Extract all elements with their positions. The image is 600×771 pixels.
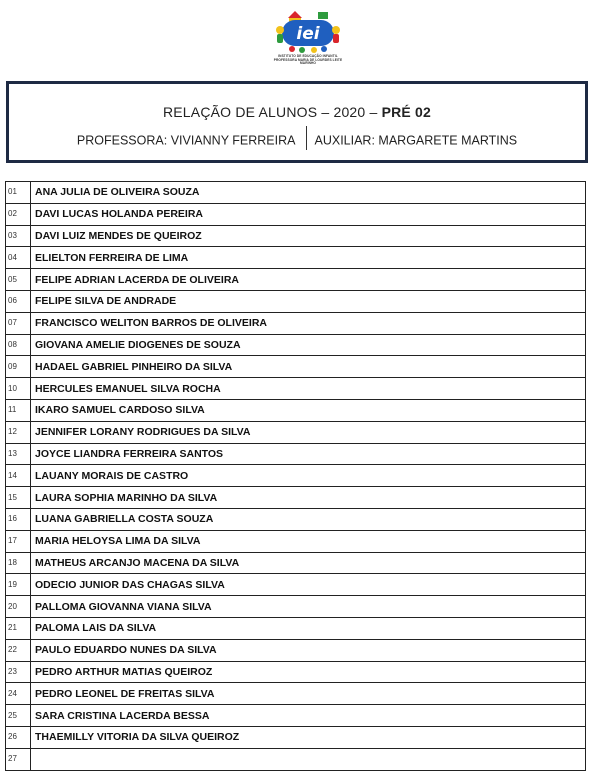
- student-number: 15: [6, 487, 31, 509]
- student-number: 02: [6, 203, 31, 225]
- assistant-label: AUXILIAR:: [314, 133, 379, 148]
- student-name: MARIA HELOYSA LIMA DA SILVA: [31, 530, 586, 552]
- table-row: [6, 399, 586, 421]
- table-row: [6, 182, 586, 204]
- student-name: LAURA SOPHIA MARINHO DA SILVA: [31, 487, 586, 509]
- student-name: HERCULES EMANUEL SILVA ROCHA: [31, 378, 586, 400]
- table-row: [6, 661, 586, 683]
- student-number: 27: [6, 748, 31, 770]
- school-logo: [268, 4, 348, 70]
- staff-divider: [306, 126, 307, 150]
- student-number: 19: [6, 574, 31, 596]
- table-row: [6, 487, 586, 509]
- student-name: THAEMILLY VITORIA DA SILVA QUEIROZ: [31, 726, 586, 748]
- table-row: [6, 530, 586, 552]
- student-number: 23: [6, 661, 31, 683]
- student-name: PEDRO LEONEL DE FREITAS SILVA: [31, 683, 586, 705]
- student-number: 03: [6, 225, 31, 247]
- logo-child-icon: [311, 47, 317, 53]
- student-number: 18: [6, 552, 31, 574]
- student-number: 21: [6, 617, 31, 639]
- table-row: [6, 726, 586, 748]
- header-box: [6, 81, 588, 163]
- table-row: [6, 596, 586, 618]
- logo-text: iei: [296, 24, 320, 44]
- logo-child-icon: [289, 46, 295, 52]
- student-number: 11: [6, 399, 31, 421]
- logo-child-icon: [299, 47, 305, 53]
- student-name: LAUANY MORAIS DE CASTRO: [31, 465, 586, 487]
- table-row: [6, 421, 586, 443]
- student-name: PAULO EDUARDO NUNES DA SILVA: [31, 639, 586, 661]
- student-number: 07: [6, 312, 31, 334]
- student-name: ANA JULIA DE OLIVEIRA SOUZA: [31, 182, 586, 204]
- student-number: 25: [6, 705, 31, 727]
- student-name: FRANCISCO WELITON BARROS DE OLIVEIRA: [31, 312, 586, 334]
- student-number: 17: [6, 530, 31, 552]
- student-name: FELIPE ADRIAN LACERDA DE OLIVEIRA: [31, 269, 586, 291]
- student-number: 08: [6, 334, 31, 356]
- table-row: [6, 378, 586, 400]
- student-name: FELIPE SILVA DE ANDRADE: [31, 290, 586, 312]
- table-row: [6, 552, 586, 574]
- teacher-label: PROFESSORA:: [76, 133, 171, 148]
- student-name: [31, 748, 586, 770]
- student-number: 01: [6, 182, 31, 204]
- table-row: [6, 225, 586, 247]
- student-number: 09: [6, 356, 31, 378]
- table-row: [6, 269, 586, 291]
- table-row: [6, 203, 586, 225]
- student-number: 22: [6, 639, 31, 661]
- table-row: [6, 247, 586, 269]
- logo-tree-icon: [318, 12, 328, 19]
- table-row: [6, 574, 586, 596]
- logo-child-icon: [333, 34, 339, 43]
- school-logo-icon: [268, 4, 348, 56]
- student-name: SARA CRISTINA LACERDA BESSA: [31, 705, 586, 727]
- table-row: [6, 508, 586, 530]
- staff-line: [9, 132, 585, 150]
- student-number: 05: [6, 269, 31, 291]
- student-name: ELIELTON FERREIRA DE LIMA: [31, 247, 586, 269]
- student-name: LUANA GABRIELLA COSTA SOUZA: [31, 508, 586, 530]
- table-row: [6, 705, 586, 727]
- student-name: ODECIO JUNIOR DAS CHAGAS SILVA: [31, 574, 586, 596]
- student-number: 16: [6, 508, 31, 530]
- title-prefix: RELAÇÃO DE ALUNOS – 2020 –: [162, 104, 382, 120]
- student-number: 26: [6, 726, 31, 748]
- logo-child-icon: [276, 26, 284, 34]
- class-name: PRÉ 02: [381, 104, 432, 120]
- student-name: PALLOMA GIOVANNA VIANA SILVA: [31, 596, 586, 618]
- table-row: [6, 334, 586, 356]
- table-row: [6, 683, 586, 705]
- student-name: DAVI LUCAS HOLANDA PEREIRA: [31, 203, 586, 225]
- student-name: IKARO SAMUEL CARDOSO SILVA: [31, 399, 586, 421]
- student-number: 14: [6, 465, 31, 487]
- table-row: [6, 290, 586, 312]
- table-row: [6, 465, 586, 487]
- assistant-name: MARGARETE MARTINS: [378, 133, 518, 148]
- student-name: MATHEUS ARCANJO MACENA DA SILVA: [31, 552, 586, 574]
- logo-child-icon: [277, 34, 283, 43]
- student-name: GIOVANA AMELIE DIOGENES DE SOUZA: [31, 334, 586, 356]
- teacher-name: VIVIANNY FERREIRA: [170, 133, 296, 148]
- student-number: 24: [6, 683, 31, 705]
- student-name: JENNIFER LORANY RODRIGUES DA SILVA: [31, 421, 586, 443]
- page-title: [9, 104, 585, 120]
- table-row: [6, 443, 586, 465]
- student-number: 12: [6, 421, 31, 443]
- student-number: 20: [6, 596, 31, 618]
- student-number: 10: [6, 378, 31, 400]
- student-number: 13: [6, 443, 31, 465]
- student-name: JOYCE LIANDRA FERREIRA SANTOS: [31, 443, 586, 465]
- student-name: DAVI LUIZ MENDES DE QUEIROZ: [31, 225, 586, 247]
- logo-child-icon: [321, 46, 327, 52]
- logo-roof-icon: [288, 11, 302, 18]
- table-row: [6, 748, 586, 770]
- roster-body: [6, 182, 586, 771]
- student-number: 06: [6, 290, 31, 312]
- student-number: 04: [6, 247, 31, 269]
- student-name: PALOMA LAIS DA SILVA: [31, 617, 586, 639]
- student-roster-table: [5, 181, 586, 771]
- student-name: HADAEL GABRIEL PINHEIRO DA SILVA: [31, 356, 586, 378]
- table-row: [6, 356, 586, 378]
- logo-caption: INSTITUTO DE EDUCAÇÃO INFANTIL PROFESSORA MARIA DE LOURDES LEITE MARINHO: [273, 54, 343, 66]
- table-row: [6, 617, 586, 639]
- table-row: [6, 639, 586, 661]
- logo-child-icon: [332, 26, 340, 34]
- student-name: PEDRO ARTHUR MATIAS QUEIROZ: [31, 661, 586, 683]
- table-row: [6, 312, 586, 334]
